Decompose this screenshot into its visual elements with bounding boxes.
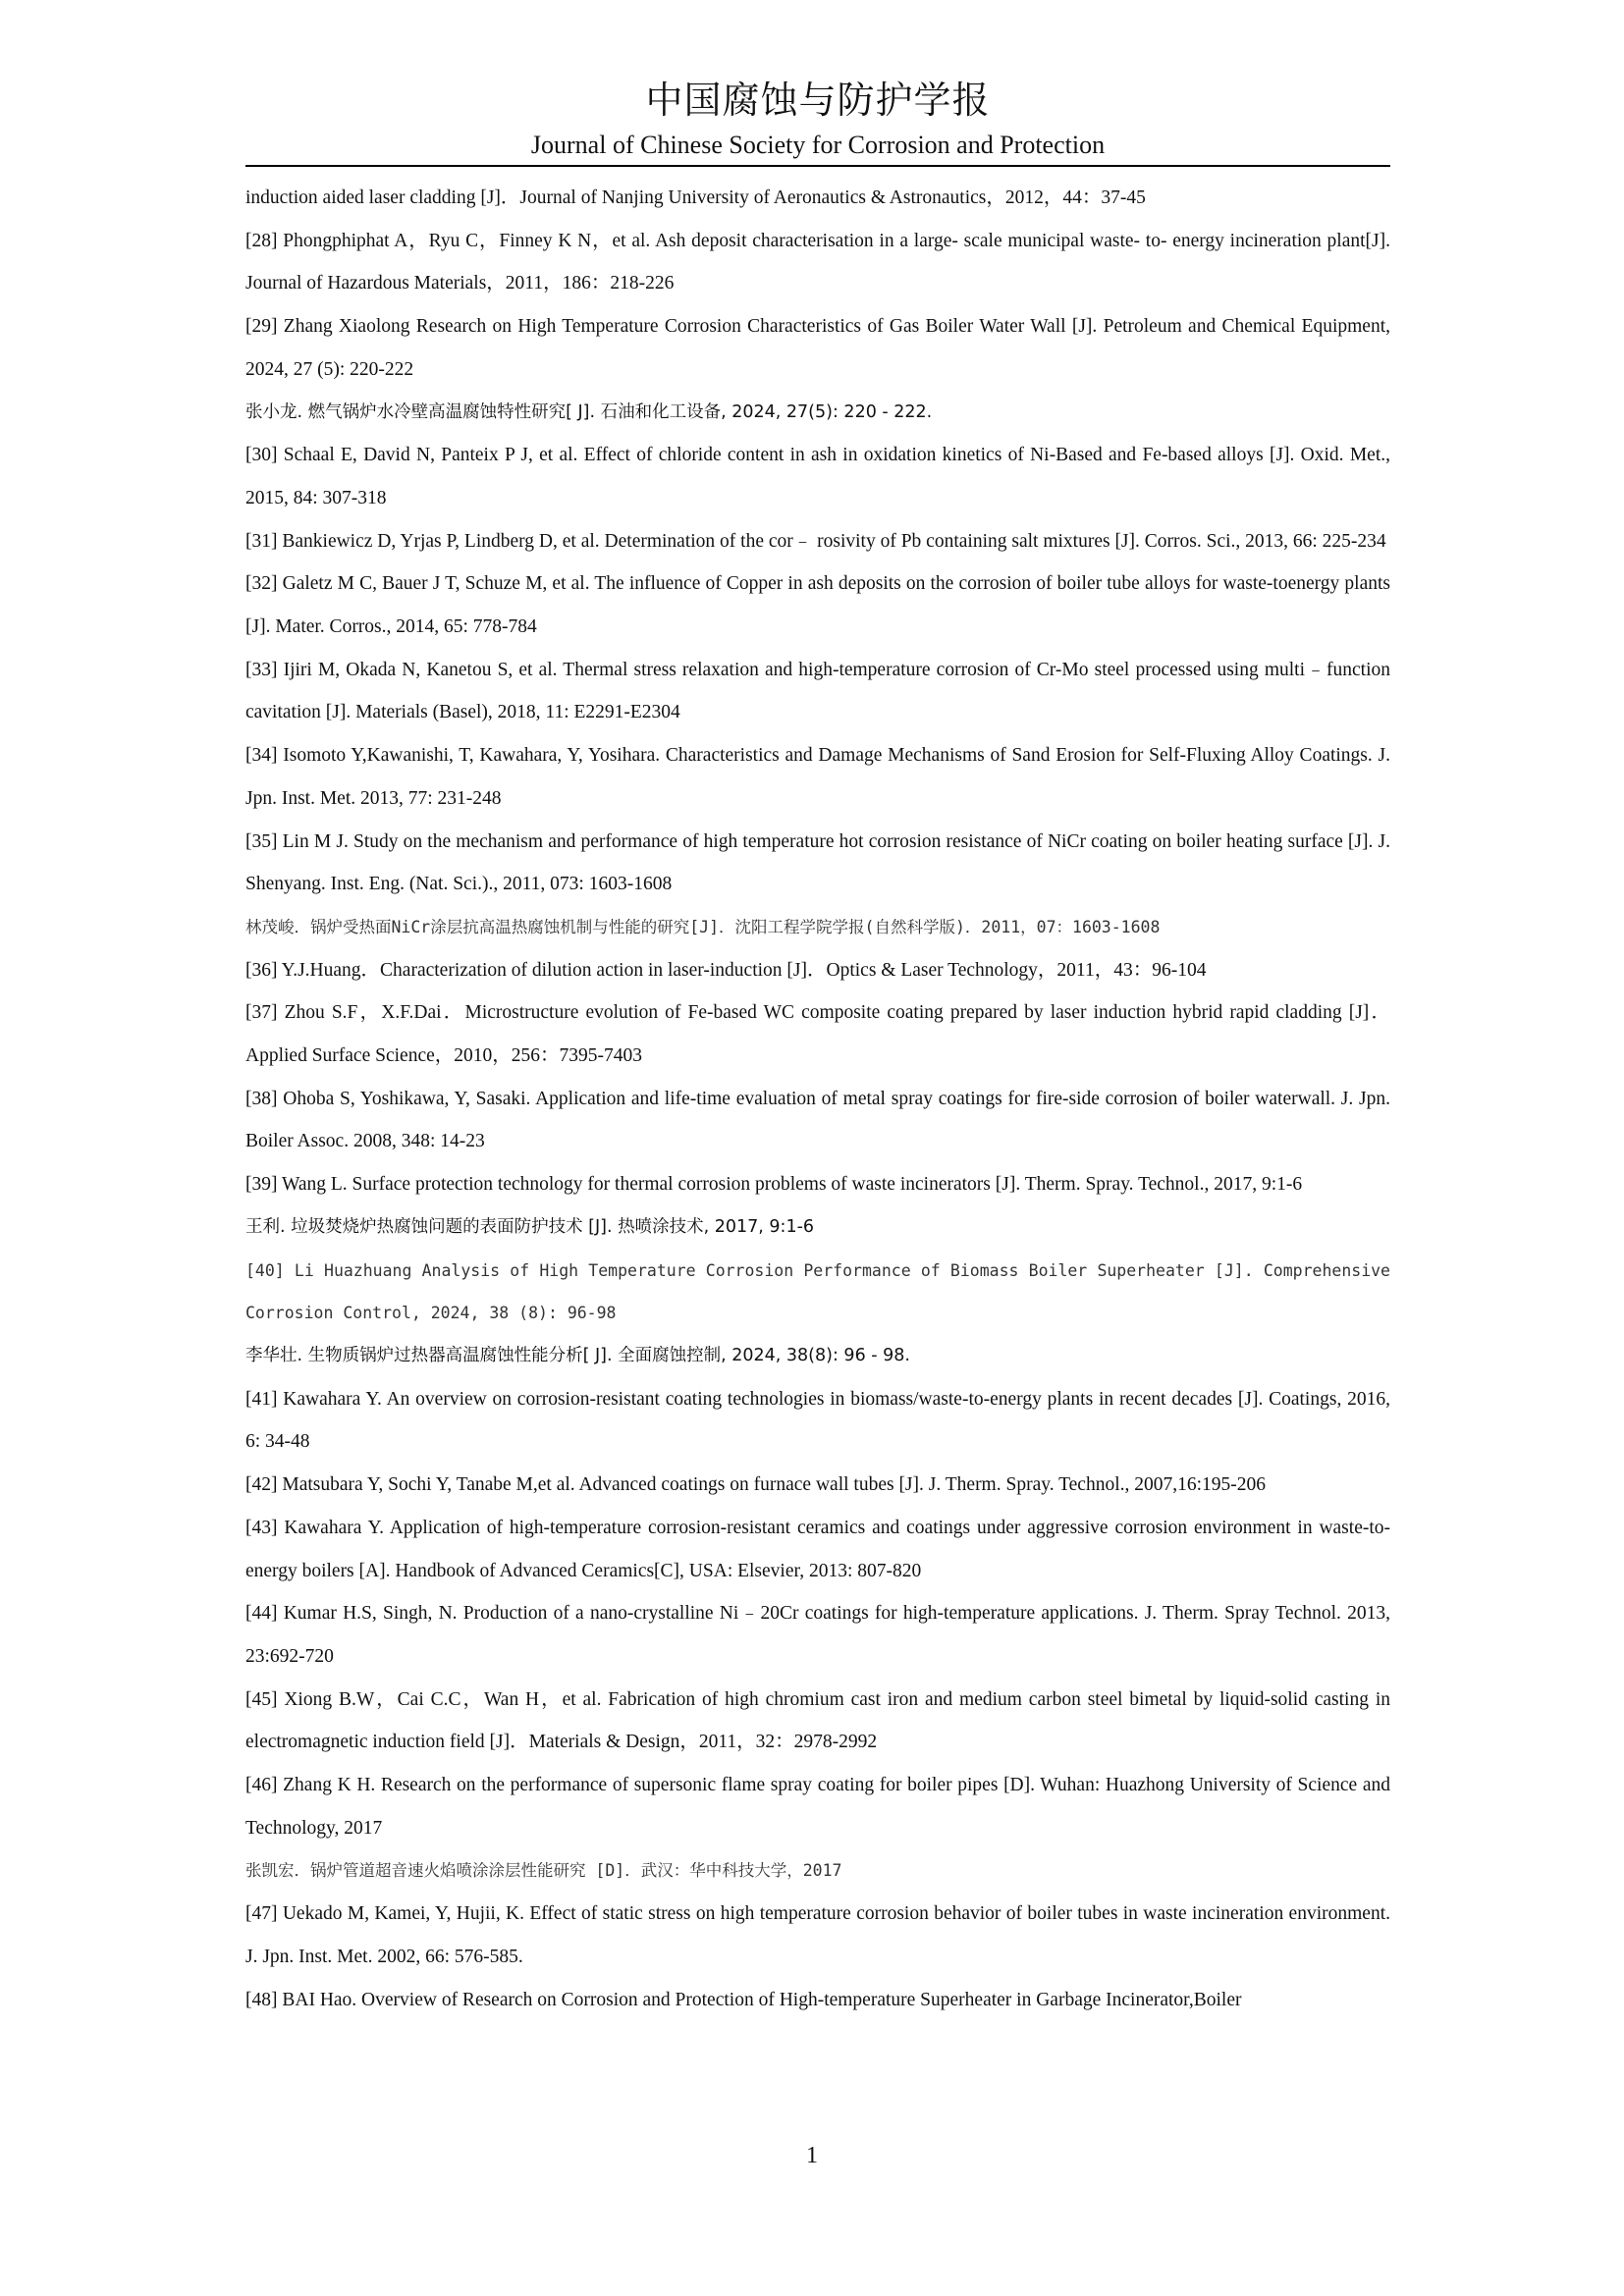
reference-entry: [48] BAI Hao. Overview of Research on Corrosion and Protection of High-temperature Superheater in Garbage Incinerator,Boiler (245, 1989, 1242, 2010)
reference-entry: [46] Zhang K H. Research on the performance of supersonic flame spray coating for boiler pipes [D]. Wuhan: Huazhong University of Science and Technology, 2017 (245, 1775, 1390, 1839)
reference-entry: [28] Phongphiphat A，Ryu C，Finney K N，et al. Ash deposit characterisation in a large- scale municipal waste- to- energy incineration plant[J]. Journal of Hazardous Materials，2011，186：218-226 (245, 230, 1390, 294)
reference-entry: [29] Zhang Xiaolong Research on High Temperature Corrosion Characteristics of Gas Boiler Water Wall [J]. Petroleum and Chemical Equipment, 2024, 27 (5): 220-222 (245, 316, 1390, 380)
reference-entry: 王利. 垃圾焚烧炉热腐蚀问题的表面防护技术 [J]. 热喷涂技术, 2017, 9:1-6 (245, 1216, 815, 1237)
reference-entry: [40] Li Huazhuang Analysis of High Temperature Corrosion Performance of Biomass Boiler Superheater [J]. Comprehensive Corrosion Control, 2024, 38 (8): 96-98 (245, 1260, 1390, 1323)
journal-title-chinese: 中国腐蚀与防护学报 (645, 79, 991, 122)
reference-entry: 林茂峻．锅炉受热面NiCr涂层抗高温热腐蚀机制与性能的研究[J]．沈阳工程学院学报(自然科学版)．2011，07：1603-1608 (245, 917, 1161, 936)
reference-entry: [43] Kawahara Y. Application of high-temperature corrosion-resistant ceramics and coatings under aggressive corrosion environment in waste-to-energy boilers [A]. Handbook of Advanced Ceramics[C], USA: Elsevier, 2013: 807-820 (245, 1517, 1390, 1581)
journal-header (245, 71, 1390, 159)
reference-entry: [41] Kawahara Y. An overview on corrosion-resistant coating technologies in biomass/waste-to-energy plants in recent decades [J]. Coatings, 2016, 6: 34-48 (245, 1388, 1390, 1453)
reference-entry: [31] Bankiewicz D, Yrjas P, Lindberg D, et al. Determination of the cor﹣ rosivity of Pb containing salt mixtures [J]. Corros. Sci., 2013, 66: 225-234 (245, 530, 1386, 552)
reference-entry: [30] Schaal E, David N, Panteix P J, et al. Effect of chloride content in ash in oxidation kinetics of Ni-Based and Fe-based alloys [J]. Oxid. Met., 2015, 84: 307-318 (245, 445, 1390, 508)
reference-entry: [42] Matsubara Y, Sochi Y, Tanabe M,et al. Advanced coatings on furnace wall tubes [J]. J. Therm. Spray. Technol., 2007,16:195-206 (245, 1474, 1267, 1496)
header-rule (245, 165, 1390, 167)
reference-entry: 张小龙. 燃气锅炉水冷壁高温腐蚀特性研究[ J]. 石油和化工设备, 2024, 27(5): 220 - 222. (245, 401, 933, 422)
page-number: 1 (806, 2143, 818, 2168)
journal-title-english: Journal of Chinese Society for Corrosion and Protection (530, 131, 1106, 159)
reference-entry: [36] Y.J.Huang．Characterization of dilution action in laser-induction [J]．Optics & Laser Technology，2011，43：96-104 (245, 959, 1207, 981)
reference-entry: 张凯宏．锅炉管道超音速火焰喷涂涂层性能研究 [D]．武汉：华中科技大学，2017 (245, 1861, 842, 1881)
reference-entry: [35] Lin M J. Study on the mechanism and performance of high temperature hot corrosion resistance of NiCr coating on boiler heating surface [J]. J. Shenyang. Inst. Eng. (Nat. Sci.)., 2011, 073: 1603-1608 (245, 830, 1390, 895)
reference-list (245, 177, 1390, 2021)
reference-entry: [44] Kumar H.S, Singh, N. Production of a nano-crystalline Ni﹣20Cr coatings for high-temperature applications. J. Therm. Spray Technol. 2013, 23:692-720 (245, 1603, 1390, 1667)
reference-entry: induction aided laser cladding [J]．Journal of Nanjing University of Aeronautics & Astronautics，2012，44：37-45 (245, 187, 1146, 208)
reference-entry: [33] Ijiri M, Okada N, Kanetou S, et al. Thermal stress relaxation and high-temperature corrosion of Cr-Mo steel processed using multi﹣function cavitation [J]. Materials (Basel), 2018, 11: E2291-E2304 (245, 659, 1390, 723)
reference-entry: 李华壮. 生物质锅炉过热器高温腐蚀性能分析[ J]. 全面腐蚀控制, 2024, 38(8): 96 - 98. (245, 1345, 910, 1365)
reference-entry: [47] Uekado M, Kamei, Y, Hujii, K. Effect of static stress on high temperature corrosion behavior of boiler tubes in waste incineration environment. J. Jpn. Inst. Met. 2002, 66: 576-585. (245, 1903, 1390, 1967)
reference-entry: [32] Galetz M C, Bauer J T, Schuze M, et al. The influence of Copper in ash deposits on the corrosion of boiler tube alloys for waste-toenergy plants [J]. Mater. Corros., 2014, 65: 778-784 (245, 573, 1390, 638)
reference-entry: [37] Zhou S.F，X.F.Dai．Microstructure evolution of Fe-based WC composite coating prepared by laser induction hybrid rapid cladding [J]．Applied Surface Science，2010，256：7395-7403 (245, 1002, 1390, 1067)
reference-entry: [34] Isomoto Y,Kawanishi, T, Kawahara, Y, Yosihara. Characteristics and Damage Mechanisms of Sand Erosion for Self-Fluxing Alloy Coatings. J. Jpn. Inst. Met. 2013, 77: 231-248 (245, 745, 1390, 809)
reference-entry: [45] Xiong B.W，Cai C.C，Wan H，et al. Fabrication of high chromium cast iron and medium carbon steel bimetal by liquid-solid casting in electromagnetic induction field [J]．Materials & Design，2011，32：2978-2992 (245, 1688, 1390, 1753)
reference-entry: [39] Wang L. Surface protection technology for thermal corrosion problems of waste incinerators [J]. Therm. Spray. Technol., 2017, 9:1-6 (245, 1174, 1303, 1196)
reference-entry: [38] Ohoba S, Yoshikawa, Y, Sasaki. Application and life-time evaluation of metal spray coatings for fire-side corrosion of boiler waterwall. J. Jpn. Boiler Assoc. 2008, 348: 14-23 (245, 1088, 1390, 1152)
